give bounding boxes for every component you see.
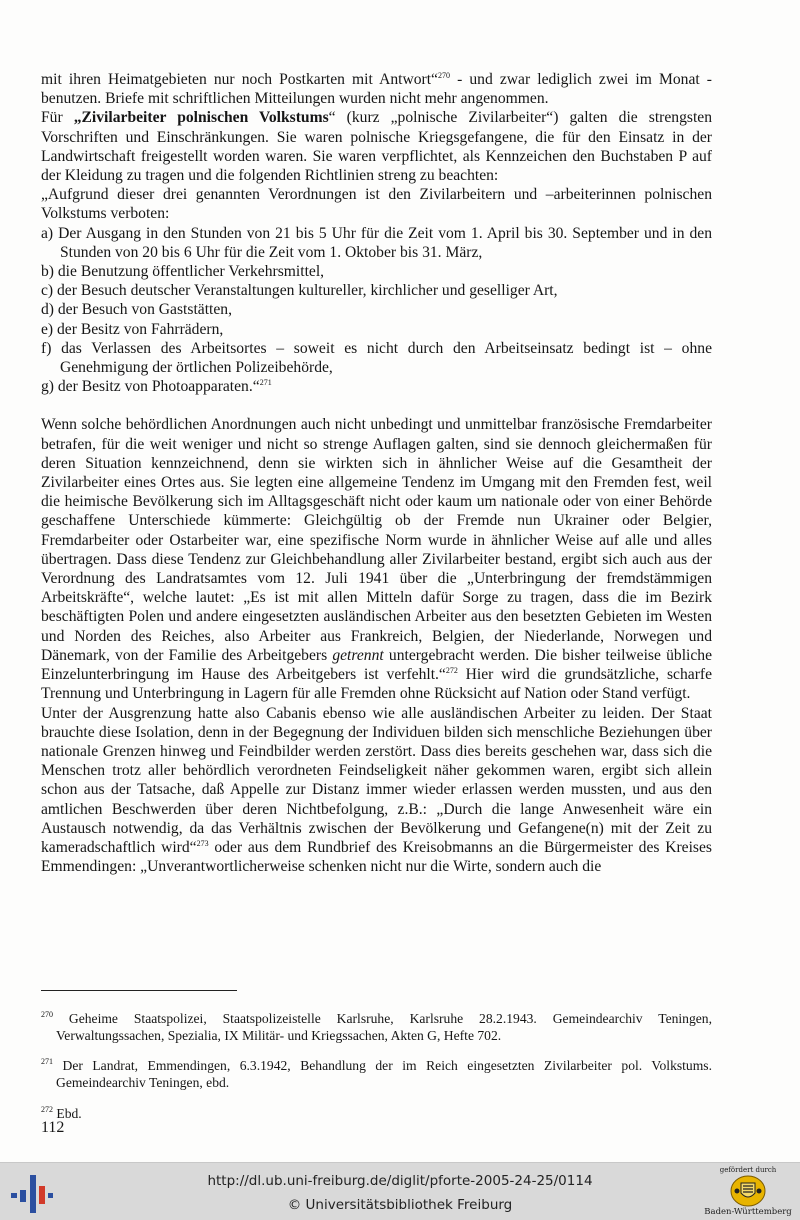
baden-wuerttemberg-seal-icon	[730, 1175, 766, 1207]
footnote-ref-273[interactable]: 273	[196, 838, 209, 848]
list-item-a: a) Der Ausgang in den Stunden von 21 bis 5 Uhr für die Zeit vom 1. April bis 30. September und in den Stunden von 20 bis 6 Uhr für die Zeit vom 1. Oktober bis 31. März,	[41, 224, 712, 261]
list-item-b: b) die Benutzung öffentlicher Verkehrsmittel,	[41, 263, 325, 281]
italic-term: getrennt	[332, 646, 384, 664]
body-text	[41, 70, 712, 876]
list-item-e: e) der Besitz von Fahrrädern,	[41, 320, 224, 338]
page-number: 112	[41, 1119, 65, 1136]
list-item-d: d) der Besuch von Gaststätten,	[41, 301, 232, 319]
copyright-notice: © Universitätsbibliothek Freiburg	[287, 1197, 513, 1213]
footnote-ref-272[interactable]: 272	[445, 666, 458, 676]
footnote-270: $^{270}$ Geheime Staatspolizei, Staatspolizeistelle Karlsruhe, Karlsruhe 28.2.1943. Gemeindearchiv Teningen, Verwaltungssachen, Spezialia, IX Militär- und Kriegssachen, Akten G, Hefte 702.	[41, 1009, 712, 1043]
list-item-f: f) das Verlassen des Arbeitsortes – soweit es nicht durch den Arbeitseinsatz bedingt ist – ohne Genehmigung der örtlichen Polizeibehörde,	[41, 339, 712, 377]
funding-seal[interactable]	[700, 1165, 796, 1219]
document-url-link[interactable]: http://dl.ub.uni-freiburg.de/diglit/pforte-2005-24-25/0114	[207, 1173, 593, 1189]
footnotes	[41, 996, 712, 1135]
seal-caption-top: gefördert durch	[719, 1166, 777, 1174]
seal-caption-bottom: Baden-Württemberg	[704, 1207, 792, 1217]
paragraph-4: Unter der Ausgrenzung hatte also Cabanis ebenso wie alle ausländischen Arbeiter zu leiden. Der Staat brauchte diese Isolation, denn in der Begegnung der Individuen bilden sich menschliche Beziehungen über nationale Grenzen hinweg und Feindbilder werden zerstört. Dass dies bereits geschehen war, dass sich die Menschen trotz aller behördlich verordneten Feindseligkeit näher gekommen waren, ergibt sich allein schon aus der Tatsache, daß Appelle zur Distanz immer wieder erlassen werden mussten, und aus den amtlichen Beschwerden über deren Nichtbefolgung, z.B.: „Durch die lange Anwesenheit wäre ein Austausch notwendig, da das Verhältnis zwischen der Bevölkerung und Gefangene(n) mit der Zeit zu kameradschaftlich wird“$^{273}$ oder aus dem Rundbrief des Kreisobmanns an die Bürgermeister des Kreises Emmendingen: „Unverantwortlicherweise schenken nicht nur die Wirte, sondern auch die	[41, 704, 712, 876]
quote-intro: „Aufgrund dieser drei genannten Verordnungen ist den Zivilarbeitern und –arbeiterinnen polnischen Volkstums verboten:	[41, 186, 712, 223]
footnote-272: $^{272}$ Ebd.	[41, 1104, 82, 1121]
list-item-c: c) der Besuch deutscher Veranstaltungen kultureller, kirchlicher und geselliger Art,	[41, 282, 558, 300]
footnote-ref-270[interactable]: 270	[437, 71, 450, 80]
footnote-ref-271[interactable]: 271	[259, 378, 272, 388]
paragraph-1: mit ihren Heimatgebieten nur noch Postkarten mit Antwort“$^{270}$ - und zwar lediglich zwei im Monat - benutzen. Briefe mit schriftlichen Mitteilungen wurden nicht mehr angenommen.	[41, 71, 712, 108]
list-item-g: g) der Besitz von Photoapparaten.“$^{271}$	[41, 378, 272, 396]
footnote-divider	[41, 990, 237, 991]
bold-term: „Zivilarbeiter polnischen Volkstums	[73, 109, 329, 127]
paragraph-3: Wenn solche behördlichen Anordnungen auch nicht unbedingt und unmittelbar französische Fremdarbeiter betrafen, für die weit weniger und nicht so strenge Auflagen galten, sind sie dennoch gleichermaßen für deren Situation kennzeichnend, denn sie wirkten sich in ähnlicher Weise auf die Gesamtheit der Zivilarbeiter eines Ortes aus. Sie legten eine allgemeine Tendenz im Umgang mit den Fremden fest, weil die heimische Bevölkerung sich im Alltagsgeschäft nicht oder kaum um nationale oder von einer Behörde geschaffene Unterschiede kümmerte: Gleichgültig ob der Fremde nun Ukrainer oder Belgier, Fremdarbeiter oder Ostarbeiter war, eine spezifische Norm wurde in ähnlicher Weise auf alle und alles übertragen. Dass diese Tendenz zur Gleichbehandlung aller Zivilarbeiter bestand, ergibt sich auch aus der Verordnung des Landratsamtes vom 12. Juli 1941 über die „Unterbringung der fremdstämmigen Arbeitskräfte“, welche lautet: „Es ist mit allen Mitteln dafür Sorge zu tragen, dass die im Bezirk beschäftigten Polen und andere eingesetzten ausländischen Arbeiter aus den besetzten Gebieten im Westen und Norden des Reiches, also Arbeiter aus Frankreich, Belgien, der Niederlande, Norwegen und Dänemark, von der Familie des Arbeitgebers getrennt untergebracht werden. Die bisher teilweise übliche Einzelunterbringung im Hause des Arbeitgebers ist verfehlt.“$^{272}$ Hier wird die grundsätzliche, scharfe Trennung und Unterbringung in Lagern für alle Fremden ohne Rücksicht auf Nation oder Stand verfügt.	[41, 416, 712, 703]
paragraph-2: Für „Zivilarbeiter polnischen Volkstums“ (kurz „polnische Zivilarbeiter“) galten die strengsten Vorschriften und Einschränkungen. Sie waren polnische Kriegsgefangene, die für den Einsatz in der Landwirtschaft freigestellt worden waren. Sie waren verpflichtet, als Kennzeichen den Buchstaben P auf der Kleidung zu tragen und die folgenden Richtlinien streng zu beachten:	[41, 109, 713, 185]
footnote-271: $^{271}$ Der Landrat, Emmendingen, 6.3.1942, Behandlung der im Reich eingesetzten Zivilarbeiter pol. Volkstums. Gemeindearchiv Teningen, ebd.	[41, 1057, 712, 1091]
footer-bar	[0, 1162, 800, 1220]
paragraph-gap	[41, 396, 712, 415]
